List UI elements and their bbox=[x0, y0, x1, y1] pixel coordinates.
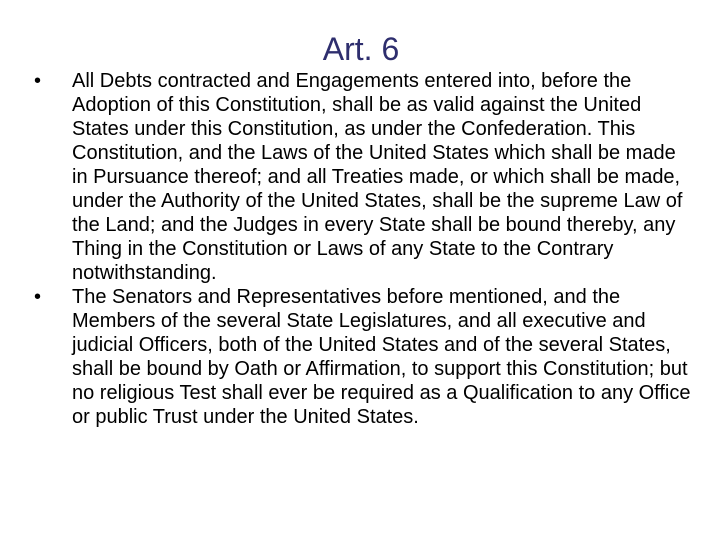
bullet-marker: • bbox=[34, 286, 42, 308]
bullet-text: The Senators and Representatives before mentioned, and the Members of the several State Legislatures, and all executive and judicial Officers, both of the United States and of the several States, shall be bound by Oath or Affirmation, to support this Constitution; but no religious Test shall ever be required as a Qualification to any Office or public Trust under the United States. bbox=[72, 286, 691, 428]
bullet-item-oath bbox=[34, 285, 694, 429]
bullet-text: All Debts contracted and Engagements entered into, before the Adoption of this Constitution, shall be as valid against the United States under this Constitution, as under the Confederation. This Constitution, and the Laws of the United States which shall be made in Pursuance thereof; and all Treaties made, or which shall be made, under the Authority of the United States, shall be the supreme Law of the Land; and the Judges in every State shall be bound thereby, any Thing in the Constitution or Laws of any State to the Contrary notwithstanding. bbox=[72, 70, 683, 284]
bullet-list bbox=[34, 69, 694, 429]
bullet-marker: • bbox=[34, 70, 42, 92]
slide-title: Art. 6 bbox=[322, 31, 400, 67]
bullet-item-debts bbox=[34, 69, 694, 285]
